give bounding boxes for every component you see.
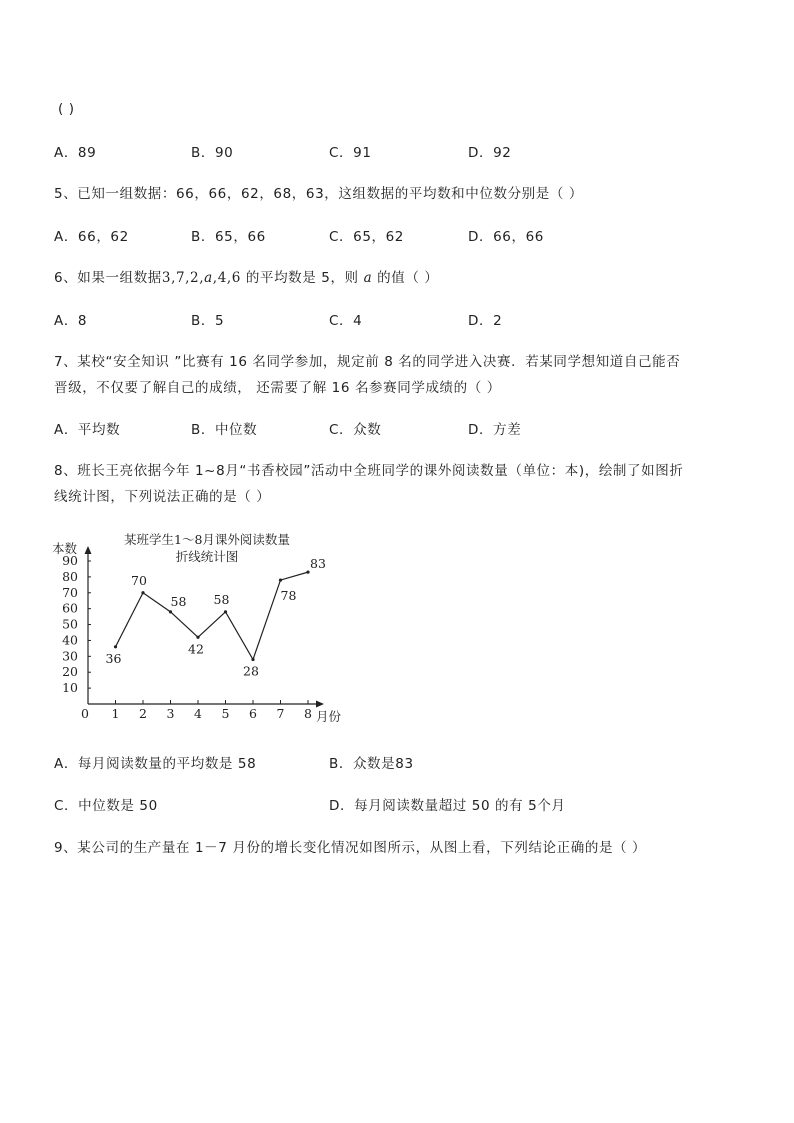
q8-stem-line1: 8、班长王亮依据今年 1~8月“书香校园”活动中全班同学的课外阅读数量（单位：本)，绘制了如图折: [54, 463, 684, 479]
reading-line-chart: [44, 528, 364, 728]
x-tick-label: 6: [249, 706, 257, 721]
data-point: [224, 610, 227, 613]
q7-option-c: C．众数: [329, 422, 382, 438]
q8-option-b: B．众数是83: [329, 756, 414, 772]
y-tick-label: 40: [62, 632, 78, 648]
data-label: 36: [105, 650, 122, 666]
q4-option-b: B．90: [191, 145, 234, 161]
q9-stem: 9、某公司的生产量在 1－7 月份的增长变化情况如图所示，从图上看，下列结论正确的是（ ）: [54, 840, 647, 856]
q6-option-a: A．8: [54, 313, 88, 329]
data-point: [279, 578, 282, 581]
data-label: 70: [131, 572, 147, 588]
q4-option-a: A．89: [54, 145, 97, 161]
y-tick-label: 90: [62, 553, 78, 568]
q6-option-b: B．5: [191, 313, 225, 329]
q4-option-c: C．91: [329, 145, 372, 161]
data-point: [169, 610, 172, 613]
q7-option-b: B．中位数: [191, 422, 258, 438]
q7-stem-line1: 7、某校“安全知识 ”比赛有 16 名同学参加，规定前 8 名的同学进入决赛．若某同学想知道自己能否: [54, 354, 681, 370]
x-tick-label: 0: [81, 706, 89, 721]
q4-paren: ( ): [58, 101, 75, 117]
q6-option-d: D．2: [468, 313, 503, 329]
data-point: [196, 636, 199, 639]
x-tick-label: 2: [139, 706, 147, 721]
x-axis-arrow: [316, 701, 324, 708]
data-label: 58: [213, 591, 230, 607]
chart-svg: [44, 528, 364, 728]
data-point: [251, 658, 254, 661]
y-tick-label: 20: [62, 664, 78, 680]
x-tick-label: 1: [111, 706, 120, 721]
q7-option-d: D．方差: [468, 422, 522, 438]
x-tick-label: 7: [276, 706, 285, 721]
y-tick-label: 70: [62, 584, 78, 600]
x-tick-label: 4: [194, 706, 202, 721]
q8-option-c: C．中位数是 50: [54, 798, 158, 814]
chart-title: 某班学生1～8月课外阅读数量: [124, 532, 290, 547]
q5-option-b: B．65，66: [191, 229, 266, 245]
chart-subtitle: 折线统计图: [175, 549, 239, 564]
data-label: 78: [280, 588, 297, 604]
q6-stem-data: 3,7,2,: [161, 270, 205, 286]
x-tick-label: 5: [221, 706, 230, 721]
q6-stem-before: 6、如果一组数据: [54, 270, 162, 286]
x-tick-label: 8: [304, 706, 312, 721]
q5-option-c: C．65，62: [329, 229, 404, 245]
q6-stem-after: 的值（ ）: [377, 270, 439, 286]
data-point: [141, 591, 144, 594]
q8-option-a: A．每月阅读数量的平均数是 58: [54, 756, 257, 772]
q6-option-c: C．4: [329, 313, 363, 329]
y-tick-label: 30: [62, 648, 78, 664]
y-axis-label: 本数: [52, 541, 78, 556]
data-label: 83: [310, 556, 326, 572]
data-label: 42: [188, 641, 204, 657]
data-label: 58: [170, 593, 187, 609]
q5-option-d: D．66，66: [468, 229, 544, 245]
q5-stem: 5、已知一组数据：66，66，62，68，63，这组数据的平均数和中位数分别是（ ）: [54, 186, 583, 202]
q6-stem-data2: ,4,6: [212, 270, 241, 286]
data-label: 28: [243, 663, 259, 679]
y-tick-label: 60: [62, 600, 78, 616]
q6-stem: [54, 269, 438, 287]
q7-stem-line2: 晋级，不仅要了解自己的成绩， 还需要了解 16 名参赛同学成绩的（ ）: [54, 380, 501, 396]
x-tick-label: 3: [166, 706, 175, 721]
y-axis-arrow: [85, 546, 92, 554]
y-tick-label: 50: [62, 616, 78, 632]
q6-stem-var: a: [363, 270, 373, 286]
q8-stem-line2: 线统计图，下列说法正确的是（ ）: [54, 489, 271, 505]
q7-option-a: A．平均数: [54, 422, 121, 438]
y-tick-label: 10: [62, 680, 78, 696]
q6-stem-a: a: [204, 270, 213, 286]
q5-option-a: A．66，62: [54, 229, 129, 245]
x-axis-label: 月份: [316, 709, 342, 724]
q6-stem-mid: 的平均数是 5，则: [245, 270, 359, 286]
q4-option-d: D．92: [468, 145, 512, 161]
y-tick-label: 80: [62, 568, 78, 584]
q8-option-d: D．每月阅读数量超过 50 的有 5个月: [329, 798, 566, 814]
data-point: [114, 645, 117, 648]
